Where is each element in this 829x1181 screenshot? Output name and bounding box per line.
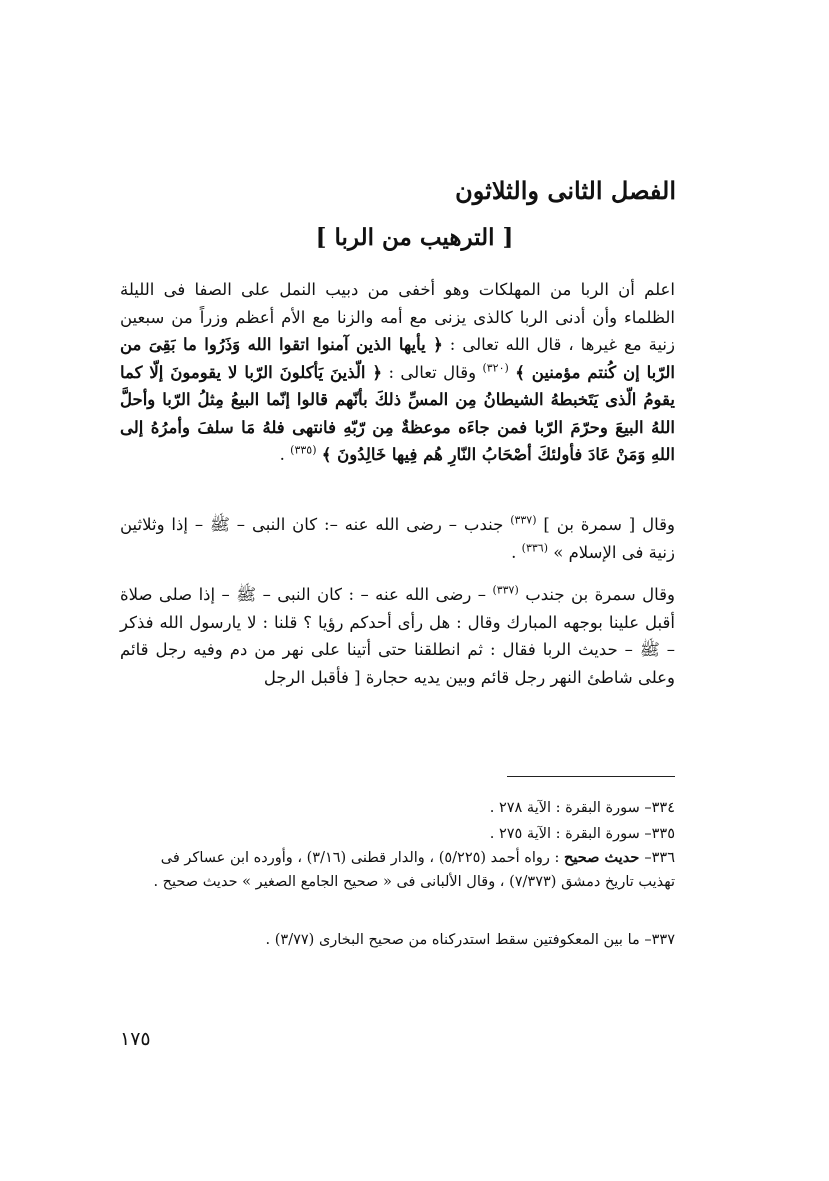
footnote	[120, 796, 675, 820]
paragraph-text: وقال [ سمرة بن ]	[543, 515, 676, 534]
footnote-separator	[507, 776, 675, 777]
footnote-ref: (٣٣٥)	[290, 443, 317, 457]
paragraph-3	[120, 581, 675, 691]
footnote	[120, 822, 675, 846]
footnote-ref: (٣٢٠)	[482, 361, 509, 374]
quran-verse: ﴿ يأيها الذين آمنوا اتقوا الله وَذَرُوا ما بَقِىَ من الرّبا إن كُنتم مؤمنين ﴾	[120, 335, 675, 382]
paragraph-text: اعلم أن الربا من المهلكات وهو أخفى من دبيب النمل على الصفا فى الليلة الظلماء وأن أدنى الربا كالذى يزنى مع أمه والزنا مع الأم أعظم وزراً من سبعين زنية مع غيرها ، قال الله تعالى :	[120, 280, 675, 354]
footnote-number: ٣٣٥–	[644, 826, 675, 842]
footnote-ref: (٣٣٧)	[492, 583, 519, 597]
footnote-text: : رواه أحمد (٥/٢٢٥) ، والدار قطنى (٣/١٦) ، وأورده ابن عساكر فى تهذيب تاريخ دمشق (٧/٣٧٣) ، وقال الألبانى فى « صحيح الجامع الصغير » حديث صحيح .	[153, 850, 675, 890]
chapter-title: الفصل الثانى والثلاثون	[455, 176, 676, 205]
footnote-text: ما بين المعكوفتين سقط استدركناه من صحيح البخارى (٣/٧٧) .	[265, 932, 645, 948]
paragraph-2	[120, 511, 675, 566]
footnote-ref: (٣٣٧)	[510, 513, 537, 527]
footnote-number: ٣٣٦–	[644, 850, 675, 866]
footnote-ref: (٣٣٦)	[521, 541, 548, 554]
footnote-grade: حديث صحيح	[564, 849, 645, 866]
paragraph-text: وقال تعالى :	[382, 362, 477, 382]
footnote-text: سورة البقرة : الآية ٢٧٨ .	[489, 800, 645, 816]
page-number: ١٧٥	[120, 1028, 151, 1050]
section-title: [ الترهيب من الربا ]	[315, 224, 514, 251]
paragraph-text: وقال سمرة بن جندب	[525, 585, 676, 604]
paragraph-text: جندب – رضى الله عنه –: كان النبى – ﷺ – إذا وثلاثين زنية فى الإسلام »	[120, 515, 675, 562]
footnote-number: ٣٣٧–	[644, 932, 675, 948]
paragraph-text: .	[511, 542, 517, 562]
footnote	[120, 846, 675, 894]
quran-verse: ﴿ الّذينَ يَأكلونَ الرّبا لا يقومونَ إلّا كما يقومُ الّذى يَتَخبطهُ الشيطانُ مِن المسِّ ذلكَ بأنّهم قالوا إنّما البيعُ مِثلُ الرّبا وأحلَّ اللهُ البيعَ وحرّمَ الرّبا فمن جاءَه موعظةٌ مِن رّبّهِ فانتهى فلهُ مَا سلفَ وأمرُهُ إلى اللهِ وَمَنْ عَادَ فأولئكَ أصْحَابُ النّارِ هُم فِيها خَالِدُونَ ﴾	[120, 362, 675, 464]
footnote-text: سورة البقرة : الآية ٢٧٥ .	[489, 826, 645, 842]
paragraph-1	[120, 276, 675, 469]
paragraph-text: .	[279, 445, 285, 464]
footnote-number: ٣٣٤–	[644, 800, 675, 816]
footnote	[120, 928, 675, 952]
paragraph-text: – رضى الله عنه – : كان النبى – ﷺ – إذا صلى صلاة أقبل علينا بوجهه المبارك وقال : هل رأى أحدكم رؤيا ؟ قلنا : لا يارسول الله فذكر – ﷺ – حديث الربا فقال : ثم انطلقنا حتى أتينا على نهر من دم وفيه رجل قائم وعلى شاطئ النهر رجل قائم وبين يديه حجارة [ فأقبل الرجل	[120, 585, 675, 687]
